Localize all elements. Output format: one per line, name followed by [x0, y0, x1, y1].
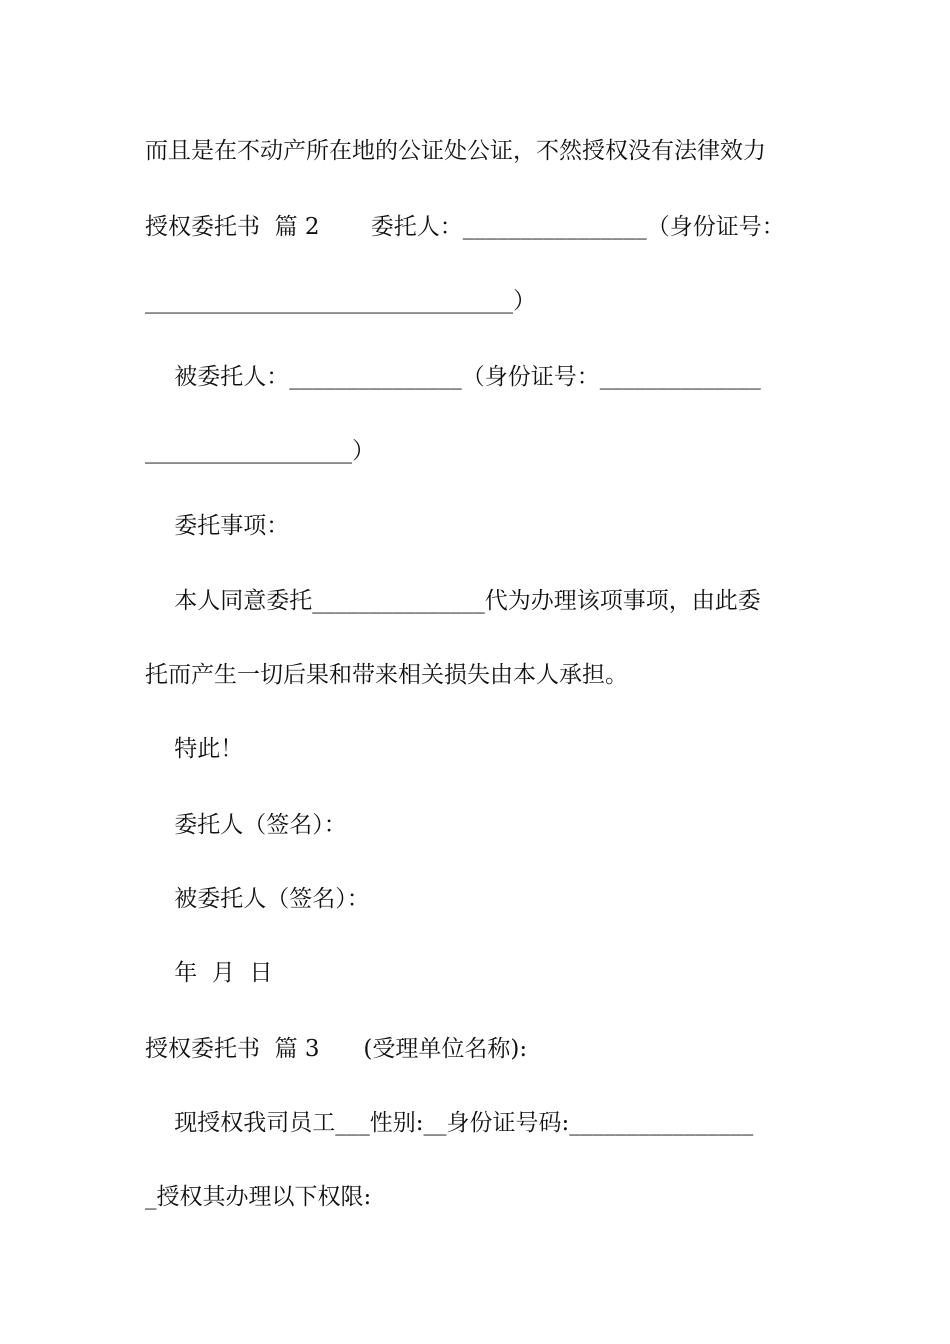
signature-line-principal: 委托人（签名）：: [145, 812, 347, 838]
paragraph-line-1: 而且是在不动产所在地的公证处公证，不然授权没有法律效力: [145, 138, 766, 164]
signature-line-agent: 被委托人（签名）：: [145, 886, 370, 912]
section-heading-2-line: 授权委托书 篇 2 委托人：________________（身份证号：: [145, 214, 785, 240]
paragraph-line-5: __________________）: [145, 438, 375, 464]
paragraph-line-14: 现授权我司员工___性别:__身份证号码:________________: [145, 1110, 754, 1136]
paragraph-line-6: 委托事项：: [145, 513, 290, 539]
paragraph-line-9: 特此！: [145, 736, 244, 762]
paragraph-line-3: ________________________________）: [145, 288, 536, 314]
section-heading-3-line: 授权委托书 篇 3 (受理单位名称):: [145, 1036, 528, 1062]
paragraph-line-8: 托而产生一切后果和带来相关损失由本人承担。: [145, 662, 628, 688]
date-line: 年 月 日: [145, 960, 273, 986]
paragraph-line-7: 本人同意委托_______________代为办理该项事项，由此委: [145, 588, 761, 614]
paragraph-line-15: _授权其办理以下权限:: [145, 1184, 372, 1210]
paragraph-line-4: 被委托人：_______________（身份证号：______________: [145, 364, 761, 390]
